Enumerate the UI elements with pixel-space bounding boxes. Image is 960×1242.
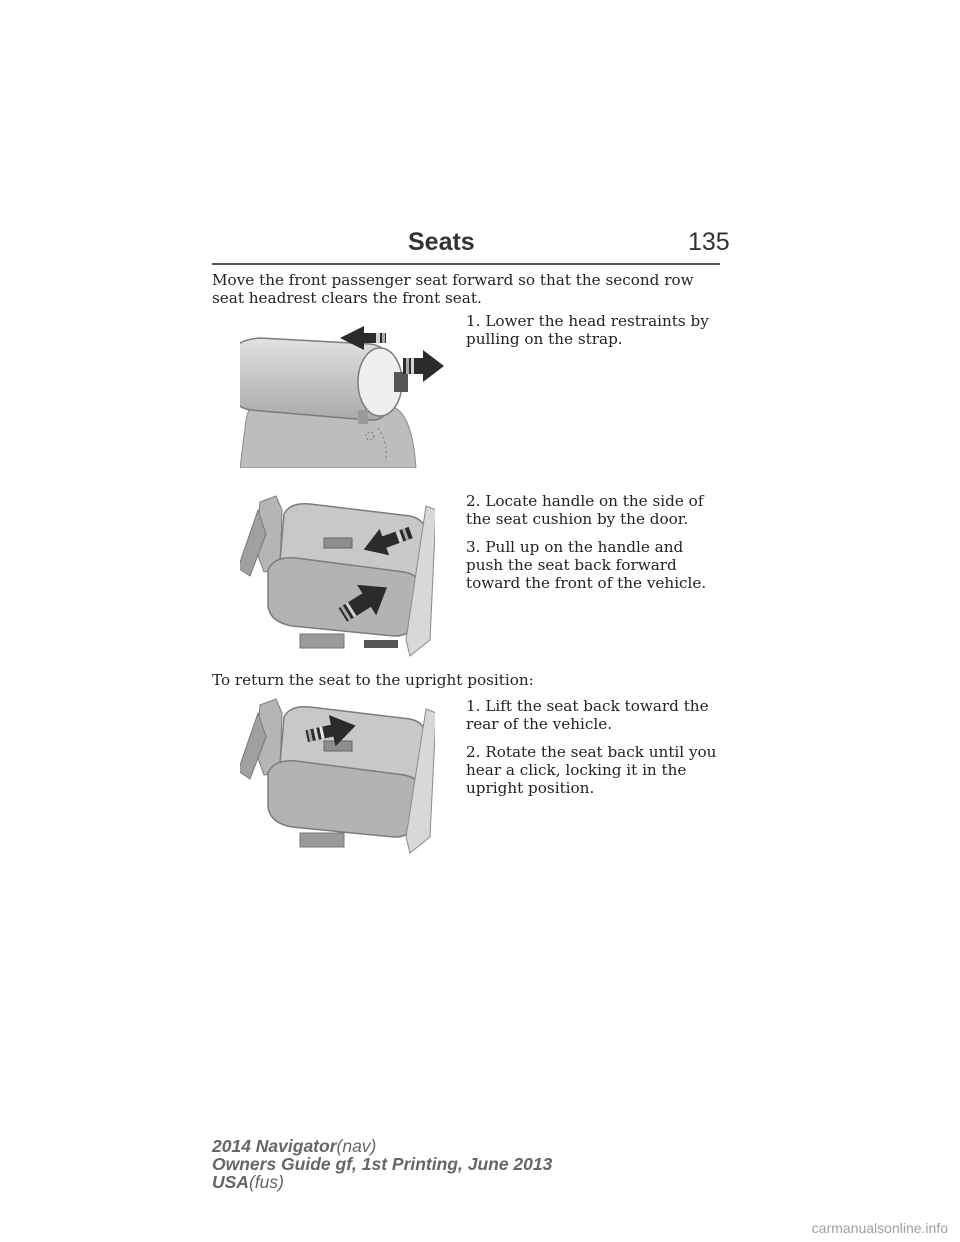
footer-line-2: Owners Guide gf, 1st Printing, June 2013 xyxy=(212,1154,553,1174)
seat-handle-illustration xyxy=(240,490,435,660)
steps-block-2 xyxy=(466,492,721,602)
header-divider xyxy=(212,263,720,265)
section-title: Seats xyxy=(408,228,475,256)
step-text: 1. Lift the seat back toward the rear of the vehicle. xyxy=(466,697,709,733)
watermark: carmanualsonline.info xyxy=(811,1220,948,1236)
footer-line-3: USA(fus) xyxy=(212,1172,284,1192)
head-restraint-illustration xyxy=(240,310,445,468)
intro-paragraph: Move the front passenger seat forward so that the second row seat headrest clears the front seat. xyxy=(212,271,694,307)
document-footer xyxy=(212,1137,552,1191)
step-text: 2. Locate handle on the side of the seat cushion by the door. xyxy=(466,492,704,528)
step-text: 1. Lower the head restraints by pulling on the strap. xyxy=(466,312,709,348)
footer-line-1: 2014 Navigator(nav) xyxy=(212,1136,377,1156)
return-heading: To return the seat to the upright position: xyxy=(212,671,534,689)
direction-arrow-icon xyxy=(403,350,444,382)
steps-block-1 xyxy=(466,312,721,358)
page-number: 135 xyxy=(688,228,730,256)
steps-block-3 xyxy=(466,697,721,807)
step-text: 2. Rotate the seat back until you hear a click, locking it in the upright position. xyxy=(466,743,717,797)
step-text: 3. Pull up on the handle and push the seat back forward toward the front of the vehicle. xyxy=(466,538,707,592)
seat-upright-illustration xyxy=(240,695,435,855)
